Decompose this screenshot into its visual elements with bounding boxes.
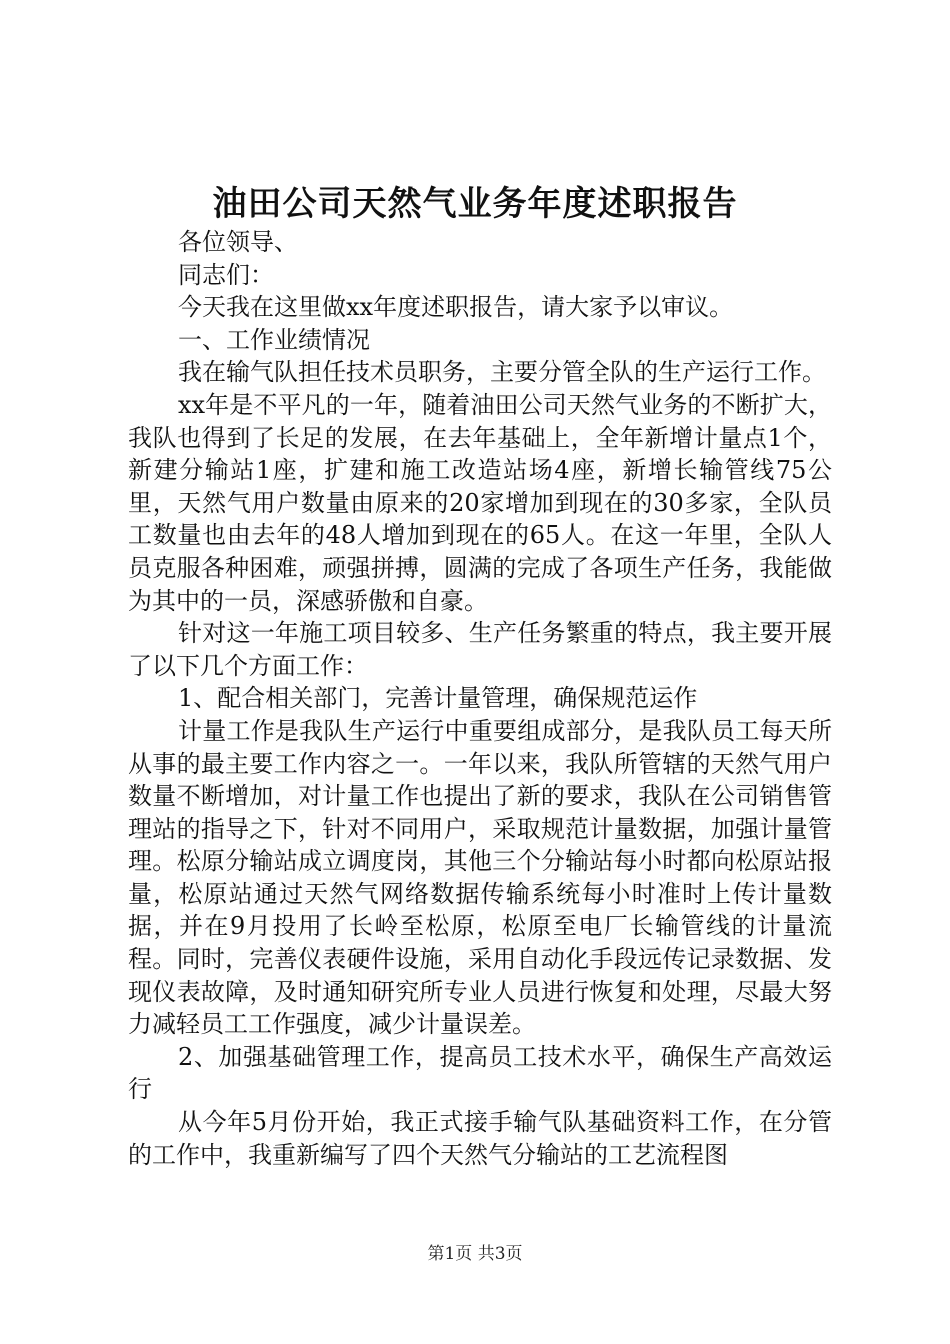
- paragraph-basic-management: 从今年5月份开始，我正式接手输气队基础资料工作，在分管的工作中，我重新编写了四个天然气分输站的工艺流程图: [128, 1108, 832, 1169]
- paragraph-focus: 针对这一年施工项目较多、生产任务繁重的特点，我主要开展了以下几个方面工作：: [128, 619, 832, 680]
- paragraph-metering: 计量工作是我队生产运行中重要组成部分，是我队员工每天所从事的最主要工作内容之一。一年以来，我队所管辖的天然气用户数量不断增加，对计量工作也提出了新的要求，我队在公司销售管理站的指导之下，针对不同用户，采取规范计量数据，加强计量管理。松原分输站成立调度岗，其他三个分输站每小时都向松原站报量，松原站通过天然气网络数据传输系统每小时准时上传计量数据，并在9月投用了长岭至松原，松原至电厂长输管线的计量流程。同时，完善仪表硬件设施，采用自动化手段远传记录数据、发现仪表故障，及时通知研究所专业人员进行恢复和处理，尽最大努力减轻员工工作强度，减少计量误差。: [128, 716, 832, 1039]
- paragraph-overview: xx年是不平凡的一年，随着油田公司天然气业务的不断扩大，我队也得到了长足的发展，在去年基础上，全年新增计量点1个，新建分输站1座，扩建和施工改造站场4座，新增长输管线75公里，天然气用户数量由原来的20家增加到现在的30多家，全队员工数量也由去年的48人增加到现在的65人。在这一年里，全队人员克服各种困难，顽强拼搏，圆满的完成了各项生产任务，我能做为其中的一员，深感骄傲和自豪。: [128, 390, 832, 615]
- document-title: 油田公司天然气业务年度述职报告: [212, 184, 738, 224]
- document-body: [128, 226, 832, 1171]
- page-footer: 第1页 共3页: [427, 1244, 523, 1264]
- salutation-line-1: 各位领导、: [178, 228, 298, 256]
- salutation-line-2: 同志们：: [178, 260, 274, 289]
- section-heading-1: 一、工作业绩情况: [178, 325, 370, 354]
- subheading-2: 2、加强基础管理工作，提高员工技术水平，确保生产高效运行: [128, 1042, 832, 1104]
- intro-paragraph: 今天我在这里做xx年度述职报告，请大家予以审议。: [178, 293, 734, 322]
- subheading-1: 1、配合相关部门，完善计量管理，确保规范运作: [178, 684, 698, 713]
- paragraph-role: 我在输气队担任技术员职务，主要分管全队的生产运行工作。: [178, 358, 826, 387]
